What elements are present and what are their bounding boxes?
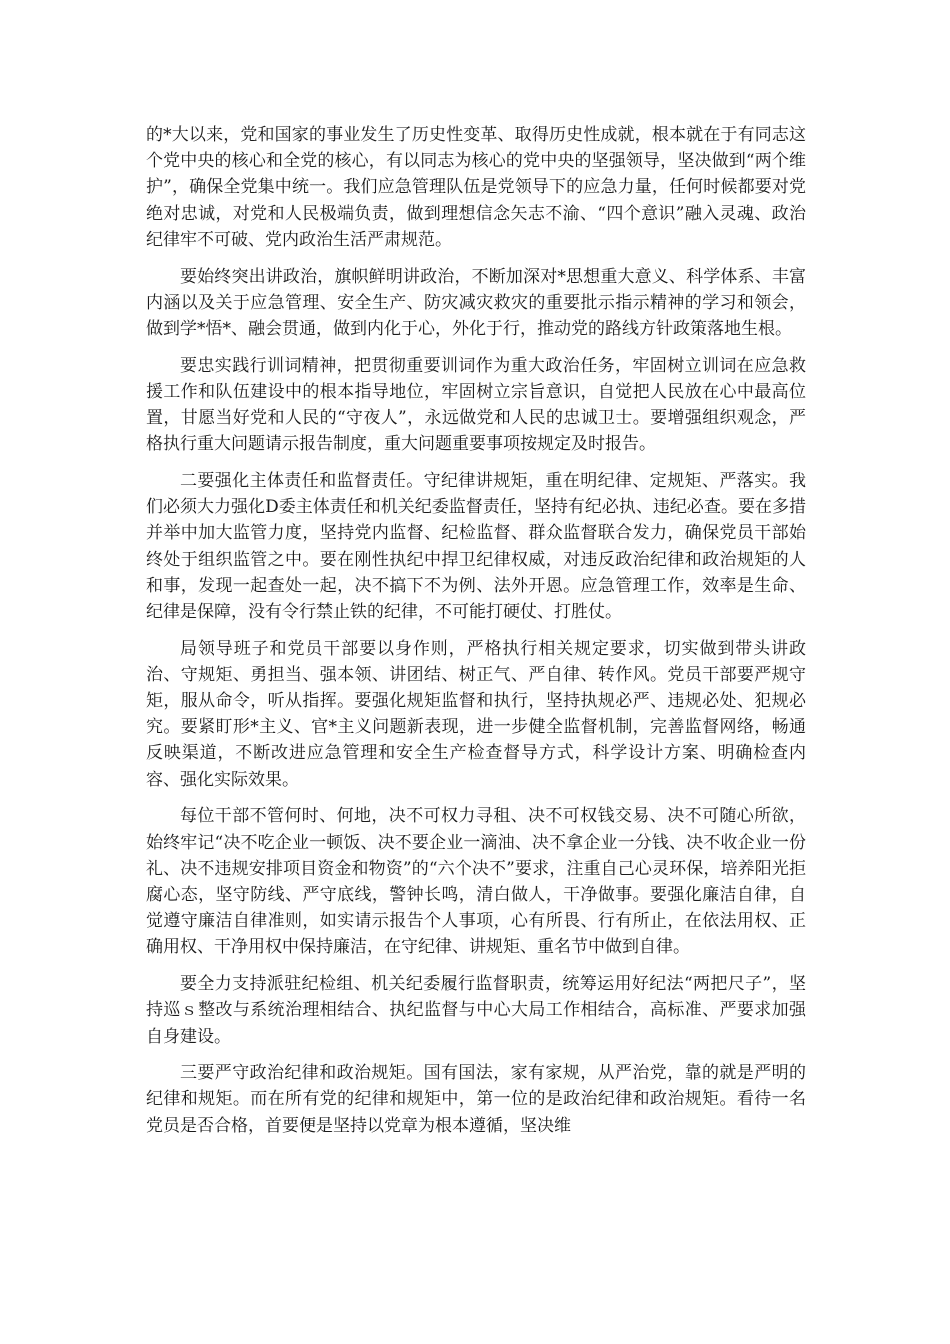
paragraph-1: 的*大以来，党和国家的事业发生了历史性变革、取得历史性成就，根本就在于有同志这个党中央的核心和全党的核心，有以同志为核心的党中央的坚强领导，坚决做到“两个维护”，确保全党集中统一。我们应急管理队伍是党领导下的应急力量，任何时候都要对党绝对忠诚，对党和人民极端负责，做到理想信念矢志不渝、“四个意识”融入灵魂、政治纪律牢不可破、党内政治生活严肃规范。 bbox=[146, 125, 806, 250]
paragraph-7: 要全力支持派驻纪检组、机关纪委履行监督职责，统筹运用好纪法“两把尺子”，坚持巡ｓ整改与系统治理相结合、执纪监督与中心大局工作相结合，高标准、严要求加强自身建设。 bbox=[146, 974, 806, 1047]
paragraph-4: 二要强化主体责任和监督责任。守纪律讲规矩，重在明纪律、定规矩、严落实。我们必须大力强化D委主体责任和机关纪委监督责任，坚持有纪必执、违纪必查。要在多措并举中加大监管力度，坚持党内监督、纪检监督、群众监督联合发力，确保党员干部始终处于组织监管之中。要在刚性执纪中捍卫纪律权威，对违反政治纪律和政治规矩的人和事，发现一起查处一起，决不搞下不为例、法外开恩。应急管理工作，效率是生命、纪律是保障，没有令行禁止铁的纪律，不可能打硬仗、打胜仗。 bbox=[146, 470, 806, 622]
paragraph-6: 每位干部不管何时、何地，决不可权力寻租、决不可权钱交易、决不可随心所欲，始终牢记“决不吃企业一顿饭、决不要企业一滴油、决不拿企业一分钱、决不收企业一份礼、决不违规安排项目资金和物资”的“六个决不”要求，注重自己心灵环保，培养阳光拒腐心态，坚守防线、严守底线，警钟长鸣，清白做人，干净做事。要强化廉洁自律，自觉遵守廉洁自律准则，如实请示报告个人事项，心有所畏、行有所止，在依法用权、正确用权、干净用权中保持廉洁，在守纪律、讲规矩、重名节中做到自律。 bbox=[146, 806, 806, 958]
document-page bbox=[146, 122, 806, 1139]
paragraph-3: 要忠实践行训词精神，把贯彻重要训词作为重大政治任务，牢固树立训词在应急救援工作和队伍建设中的根本指导地位，牢固树立宗旨意识，自觉把人民放在心中最高位置，甘愿当好党和人民的“守夜人”，永远做党和人民的忠诚卫士。要增强组织观念，严格执行重大问题请示报告制度，重大问题重要事项按规定及时报告。 bbox=[146, 355, 806, 455]
paragraph-5: 局领导班子和党员干部要以身作则，严格执行相关规定要求，切实做到带头讲政治、守规矩、勇担当、强本领、讲团结、树正气、严自律、转作风。党员干部要严规守矩，服从命令，听从指挥。要强化规矩监督和执行，坚持执规必严、违规必处、犯规必究。要紧盯形*主义、官*主义问题新表现，进一步健全监督机制，完善监督网络，畅通反映渠道，不断改进应急管理和安全生产检查督导方式，科学设计方案、明确检查内容、强化实际效果。 bbox=[146, 638, 806, 790]
paragraph-2: 要始终突出讲政治，旗帜鲜明讲政治，不断加深对*思想重大意义、科学体系、丰富内涵以及关于应急管理、安全生产、防灾减灾救灾的重要批示指示精神的学习和领会，做到学*悟*、融会贯通，做到内化于心，外化于行，推动党的路线方针政策落地生根。 bbox=[146, 266, 806, 339]
paragraph-8: 三要严守政治纪律和政治规矩。国有国法，家有家规，从严治党，靠的就是严明的纪律和规矩。而在所有党的纪律和规矩中，第一位的是政治纪律和政治规矩。看待一名党员是否合格，首要便是坚持以党章为根本遵循，坚决维 bbox=[146, 1063, 806, 1136]
